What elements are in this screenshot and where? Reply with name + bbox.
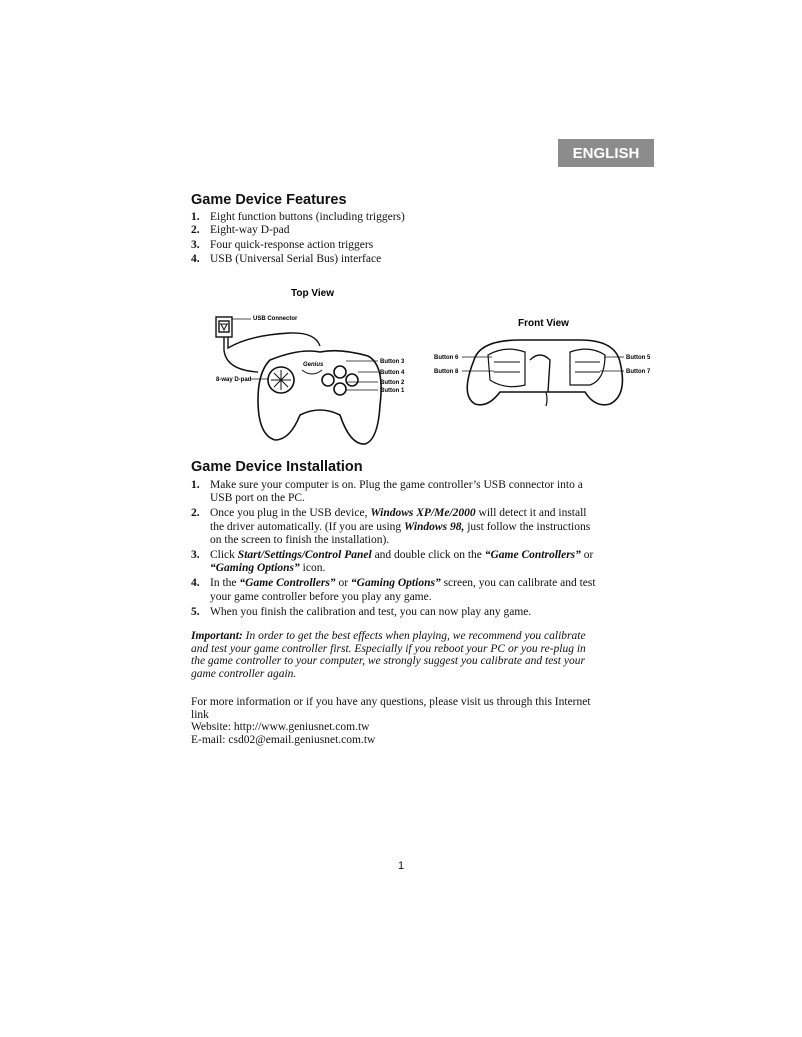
list-item: 4. In the “Game Controllers” or “Gaming Options” screen, you can calibrate and test your game controller before you play any game. xyxy=(191,577,596,603)
button-6-label: Button 6 xyxy=(434,355,459,361)
important-note: Important: In order to get the best effects when playing, we recommend you calibrate and test your game controller first. Especially if you reboot your PC or you re-plug in the game controller to your computer, we strongly suggest you calibrate and test your game controller again. xyxy=(191,630,586,680)
button-1-label: Button 1 xyxy=(380,388,405,394)
list-item: 3. Click Start/Settings/Control Panel and double click on the “Game Controllers” or “Gaming Options” icon. xyxy=(191,549,594,575)
contact-info: For more information or if you have any questions, please visit us through this Internet link Website: http://www.geniusnet.com.tw E-mail: csd02@email.geniusnet.com.tw xyxy=(191,696,591,746)
button-7-label: Button 7 xyxy=(626,369,651,375)
button-3-label: Button 3 xyxy=(380,359,405,365)
brand-logo: Genius xyxy=(303,362,324,368)
list-item: 2. Eight-way D-pad xyxy=(191,224,290,237)
page-number: 1 xyxy=(397,860,405,872)
list-item: 1. Make sure your computer is on. Plug the game controller’s USB connector into a USB port on the PC. xyxy=(191,479,583,505)
email-text: E-mail: csd02@email.geniusnet.com.tw xyxy=(191,733,376,746)
button-4-label: Button 4 xyxy=(380,370,405,376)
website-text: Website: http://www.geniusnet.com.tw xyxy=(191,721,370,734)
list-item: 4. USB (Universal Serial Bus) interface xyxy=(191,252,382,265)
list-item: 3. Four quick-response action triggers xyxy=(191,239,374,252)
controller-diagram xyxy=(0,0,802,460)
usb-connector-label: USB Connector xyxy=(253,316,298,322)
front-view-title: Front View xyxy=(518,318,569,329)
button-2-label: Button 2 xyxy=(380,380,405,386)
button-8-label: Button 8 xyxy=(434,369,459,375)
installation-steps xyxy=(191,479,611,619)
dpad-label: 8-way D-pad xyxy=(216,377,252,383)
installation-heading: Game Device Installation xyxy=(191,459,363,475)
language-badge: ENGLISH xyxy=(558,139,654,167)
list-item: 1. Eight function buttons (including triggers) xyxy=(191,211,405,223)
list-item: 5. When you finish the calibration and test, you can now play any game. xyxy=(191,605,532,618)
features-heading: Game Device Features xyxy=(191,192,347,208)
gamepad-front-icon xyxy=(467,340,622,406)
top-view-title: Top View xyxy=(291,288,334,299)
list-item: 2. Once you plug in the USB device, Windows XP/Me/2000 will detect it and install the driver automatically. (If you are using Windows 98, just follow the instructions on the screen to finish the installation). xyxy=(191,507,591,546)
button-5-label: Button 5 xyxy=(626,355,651,361)
